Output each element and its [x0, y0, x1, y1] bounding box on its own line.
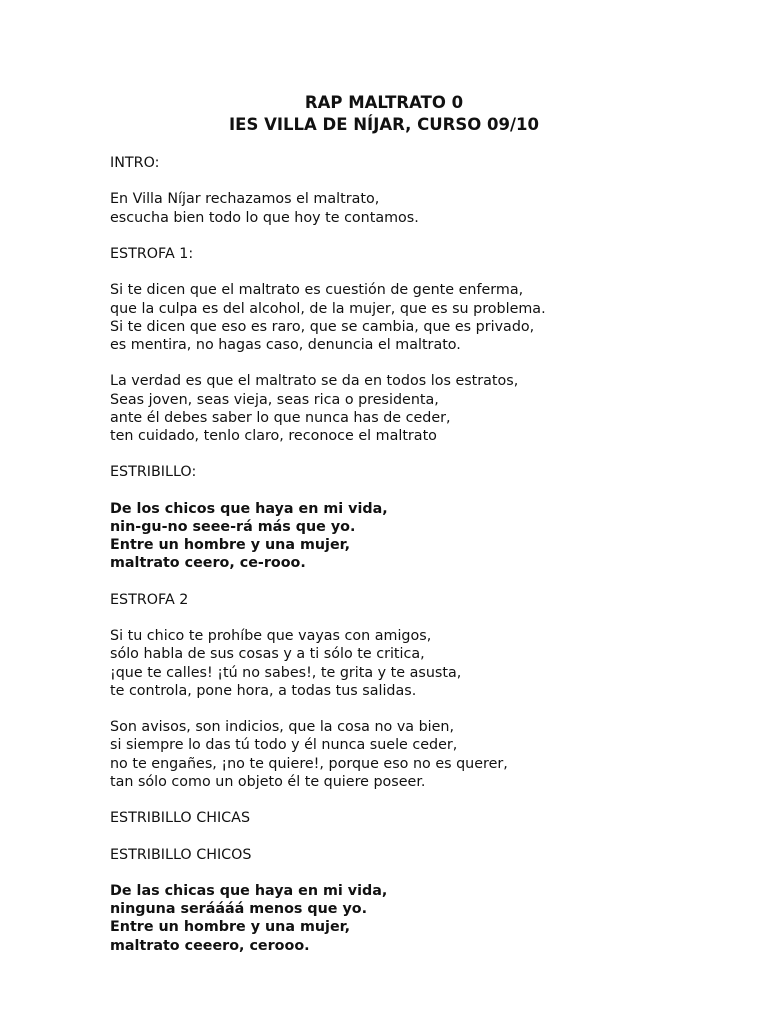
lyric-line: De las chicas que haya en mi vida, [110, 882, 388, 899]
section-heading: ESTRIBILLO CHICOS [110, 846, 252, 863]
spacer [110, 172, 750, 190]
lyrics-body [110, 154, 750, 955]
spacer [110, 827, 750, 845]
spacer [110, 573, 750, 591]
spacer [110, 482, 750, 500]
lyric-line: En Villa Níjar rechazamos el maltrato, [110, 191, 380, 208]
lyric-line: si siempre lo das tú todo y él nunca suele ceder, [110, 737, 458, 754]
lyric-line: ten cuidado, tenlo claro, reconoce el maltrato [110, 427, 437, 444]
section-heading: ESTROFA 2 [110, 591, 189, 608]
section-heading: ESTRIBILLO: [110, 464, 197, 481]
lyric-line: es mentira, no hagas caso, denuncia el maltrato. [110, 336, 461, 353]
lyric-line: Seas joven, seas vieja, seas rica o presidenta, [110, 391, 439, 408]
lyric-line: escucha bien todo lo que hoy te contamos. [110, 209, 419, 226]
spacer [110, 263, 750, 281]
lyric-line: Entre un hombre y una mujer, [110, 537, 351, 554]
lyric-line: tan sólo como un objeto él te quiere poseer. [110, 773, 426, 790]
spacer [110, 445, 750, 463]
lyric-line: maltrato ceeero, cerooo. [110, 937, 310, 954]
lyric-line: nin-gu-no seee-rá más que yo. [110, 518, 356, 535]
section-heading: ESTROFA 1: [110, 245, 194, 262]
lyric-line: sólo habla de sus cosas y a ti sólo te critica, [110, 646, 425, 663]
lyric-line: Si tu chico te prohíbe que vayas con amigos, [110, 628, 432, 645]
lyric-line: ante él debes saber lo que nunca has de ceder, [110, 409, 451, 426]
lyric-line: que la culpa es del alcohol, de la mujer, que es su problema. [110, 300, 546, 317]
lyric-line: Si te dicen que el maltrato es cuestión de gente enferma, [110, 282, 524, 299]
lyric-line: Si te dicen que eso es raro, que se cambia, que es privado, [110, 318, 535, 335]
lyric-line: La verdad es que el maltrato se da en todos los estratos, [110, 373, 519, 390]
spacer [110, 700, 750, 718]
spacer [110, 354, 750, 372]
lyric-line: Entre un hombre y una mujer, [110, 919, 351, 936]
lyric-line: ninguna seráááá menos que yo. [110, 901, 368, 918]
spacer [110, 227, 750, 245]
spacer [110, 609, 750, 627]
section-heading: ESTRIBILLO CHICAS [110, 810, 251, 827]
lyric-line: De los chicos que haya en mi vida, [110, 500, 388, 517]
lyric-line: maltrato ceero, ce-rooo. [110, 555, 306, 572]
lyric-line: no te engañes, ¡no te quiere!, porque eso no es querer, [110, 755, 508, 772]
lyric-line: te controla, pone hora, a todas tus salidas. [110, 682, 417, 699]
lyric-line: ¡que te calles! ¡tú no sabes!, te grita y te asusta, [110, 664, 462, 681]
title-block [0, 92, 768, 136]
spacer [110, 864, 750, 882]
lyric-line: Son avisos, son indicios, que la cosa no va bien, [110, 719, 455, 736]
section-heading: INTRO: [110, 155, 160, 171]
document-title: RAP MALTRATO 0 [304, 93, 464, 112]
spacer [110, 791, 750, 809]
document-subtitle: IES VILLA DE NÍJAR, CURSO 09/10 [229, 115, 539, 134]
